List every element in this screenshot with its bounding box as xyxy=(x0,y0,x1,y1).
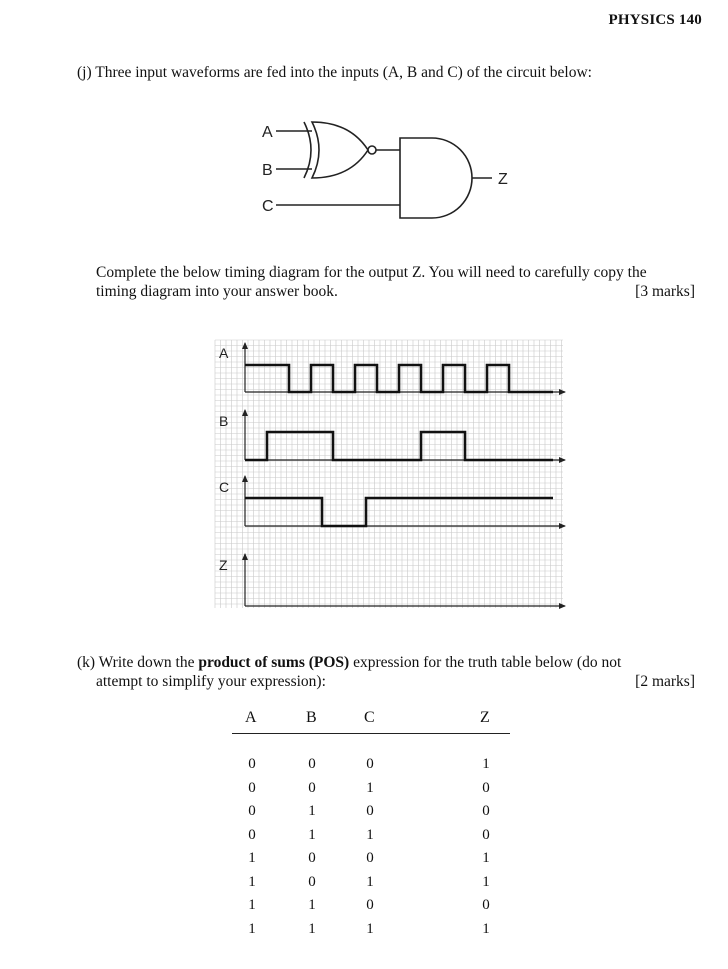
truth-table-cell-c: 1 xyxy=(366,873,374,890)
circuit-label-b: B xyxy=(262,162,273,179)
truth-table-cell-z: 1 xyxy=(482,850,490,866)
truth-table-cell-z: 1 xyxy=(482,920,490,937)
course-header: PHYSICS 140 xyxy=(608,12,702,28)
truth-table-cell-z: 1 xyxy=(482,873,490,890)
truth-table-cell-c: 0 xyxy=(366,803,374,819)
truth-table-cell-z: 0 xyxy=(482,779,490,796)
question-k-marks: [2 marks] xyxy=(635,673,695,690)
truth-table-cell-b: 1 xyxy=(308,803,316,819)
logic-circuit xyxy=(250,112,530,222)
question-k-prompt-bold: product of sums (POS) xyxy=(198,654,350,671)
question-j-instruction-line2: timing diagram into your answer book. xyxy=(96,283,338,300)
axis-x-arrow-a xyxy=(559,389,566,395)
question-k-prompt-line1 xyxy=(77,653,621,672)
axis-x-arrow-c xyxy=(559,523,566,529)
timing-diagram xyxy=(205,330,575,615)
truth-table-cell-b: 0 xyxy=(308,850,316,866)
truth-table-cell-a: 0 xyxy=(248,826,256,843)
timing-label-c: C xyxy=(219,479,230,495)
truth-table-cell-a: 1 xyxy=(248,897,256,913)
truth-table-header-a: A xyxy=(245,709,257,726)
timing-label-b: B xyxy=(219,413,229,429)
and-gate xyxy=(400,138,472,218)
axis-x-arrow-b xyxy=(559,457,566,463)
circuit-label-c: C xyxy=(262,198,274,215)
question-k-prompt-line2: attempt to simplify your expression): xyxy=(96,673,326,690)
axis-y-arrow-c xyxy=(242,475,248,482)
truth-table-cell-c: 0 xyxy=(366,756,374,772)
question-j-marks: [3 marks] xyxy=(635,283,695,300)
truth-table-cell-c: 0 xyxy=(366,897,374,913)
truth-table-cell-a: 1 xyxy=(248,873,256,890)
truth-table-cell-b: 0 xyxy=(308,873,316,890)
truth-table-cell-c: 0 xyxy=(366,850,374,866)
truth-table-cell-c: 1 xyxy=(366,920,374,937)
question-j-instruction-line1: Complete the below timing diagram for the output Z. You will need to carefully copy the xyxy=(96,264,647,281)
truth-table-cell-a: 0 xyxy=(248,779,256,796)
truth-table-header-rule xyxy=(232,733,510,734)
truth-table-cell-z: 0 xyxy=(482,897,490,913)
axis-y-arrow-b xyxy=(242,409,248,416)
axis-y-arrow-z xyxy=(242,553,248,560)
circuit-label-z: Z xyxy=(498,171,508,188)
truth-table-header-c: C xyxy=(364,709,375,726)
truth-table-cell-a: 1 xyxy=(248,850,256,866)
xnor-bubble xyxy=(368,146,376,154)
truth-table-header-z: Z xyxy=(480,709,490,726)
truth-table-cell-b: 1 xyxy=(308,826,316,843)
timing-label-z: Z xyxy=(219,557,228,573)
truth-table-cell-b: 0 xyxy=(308,779,316,796)
xnor-gate xyxy=(312,122,368,178)
timing-grid xyxy=(215,340,563,608)
truth-table-cell-z: 1 xyxy=(482,756,490,772)
truth-table-cell-a: 1 xyxy=(248,920,256,937)
truth-table-cell-c: 1 xyxy=(366,779,374,796)
truth-table-cell-c: 1 xyxy=(366,826,374,843)
truth-table-cell-b: 1 xyxy=(308,920,316,937)
truth-table-cell-b: 1 xyxy=(308,897,316,913)
question-k-prompt-part2: expression for the truth table below (do not xyxy=(349,654,622,671)
timing-label-a: A xyxy=(219,345,229,361)
truth-table-cell-b: 0 xyxy=(308,756,316,772)
truth-table-cell-z: 0 xyxy=(482,803,490,819)
truth-table-cell-z: 0 xyxy=(482,826,490,843)
truth-table-header-b: B xyxy=(306,709,317,726)
question-k-prompt-part1: (k) Write down the xyxy=(77,654,199,671)
circuit-label-a: A xyxy=(262,124,273,141)
truth-table-cell-a: 0 xyxy=(248,803,256,819)
truth-table-cell-a: 0 xyxy=(248,756,256,772)
question-j-prompt: (j) Three input waveforms are fed into the inputs (A, B and C) of the circuit below: xyxy=(77,64,592,81)
